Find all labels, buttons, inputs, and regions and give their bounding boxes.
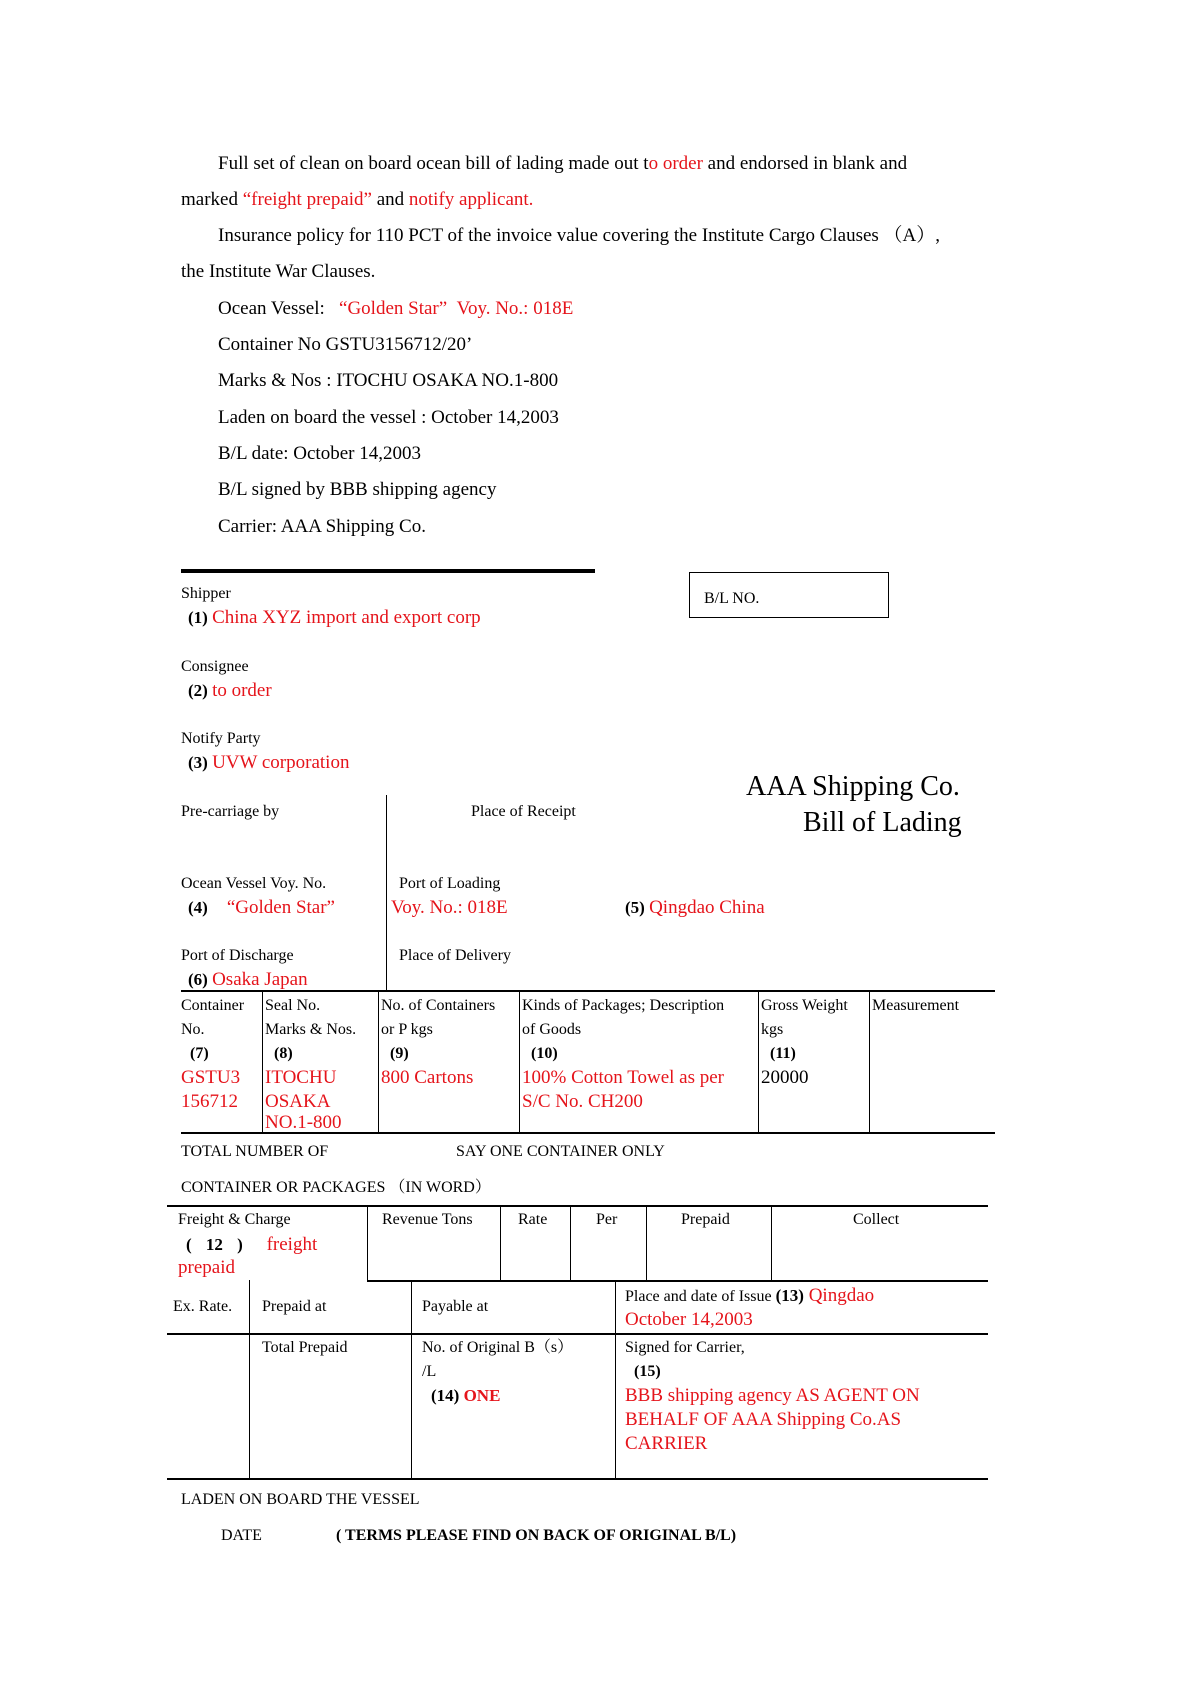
nocont-label-2: or P kgs: [381, 1021, 433, 1038]
gross-label-2: kgs: [761, 1021, 784, 1038]
goods-col-divider-3: [519, 991, 520, 1133]
freight-row-rule-right: [367, 1280, 988, 1282]
delivery-label: Place of Delivery: [399, 947, 511, 964]
precarriage-label: Pre-carriage by: [181, 803, 280, 820]
bl-no-label: B/L NO.: [704, 590, 760, 607]
kinds-label-1: Kinds of Packages; Description: [522, 997, 725, 1014]
measurement-label: Measurement: [872, 997, 960, 1014]
loading-voy: Voy. No.: 018E: [391, 897, 508, 918]
nocont-num: (9): [390, 1045, 409, 1062]
intro-line-3: Insurance policy for 110 PCT of the invoice value covering the Institute Cargo Clauses （A）,: [218, 225, 941, 246]
issue-field: Place and date of Issue (13) Qingdao: [625, 1285, 875, 1306]
consignee-label: Consignee: [181, 658, 249, 675]
kinds-value-1: 100% Cotton Towel as per: [522, 1067, 725, 1088]
seal-value-2: OSAKA: [265, 1091, 331, 1112]
signed-num: (15): [634, 1363, 661, 1380]
signed-value-2: BEHALF OF AAA Shipping Co.AS: [625, 1409, 902, 1430]
bl-no-box: [689, 572, 889, 618]
terms-note: ( TERMS PLEASE FIND ON BACK OF ORIGINAL B/L): [336, 1527, 737, 1544]
intro-bl-signed: B/L signed by BBB shipping agency: [218, 479, 497, 500]
container-num: (7): [190, 1045, 209, 1062]
exrate-divider: [249, 1280, 250, 1478]
nocont-label-1: No. of Containers: [381, 997, 496, 1014]
freight-col-divider-4: [646, 1206, 647, 1280]
intro-line-2: marked “freight prepaid” and notify applicant.: [181, 189, 534, 210]
consignee-field: (2) to order: [188, 680, 272, 701]
receipt-label: Place of Receipt: [471, 803, 576, 820]
freight-table-top-rule: [167, 1205, 988, 1207]
goods-col-divider-1: [262, 991, 263, 1133]
goods-col-divider-5: [869, 991, 870, 1133]
rate-label: Rate: [518, 1211, 548, 1228]
section-separator: [181, 569, 595, 573]
intro-vessel: Ocean Vessel: “Golden Star” Voy. No.: 018E: [218, 298, 574, 319]
issue-divider: [615, 1280, 616, 1478]
original-label-2: /L: [422, 1363, 437, 1380]
container-value-1: GSTU3: [181, 1067, 241, 1088]
notify-field: (3) UVW corporation: [188, 752, 350, 773]
shipper-field: (1) China XYZ import and export corp: [188, 607, 481, 628]
laden-label: LADEN ON BOARD THE VESSEL: [181, 1491, 420, 1508]
loading-field: (5) Qingdao China: [625, 897, 765, 918]
carriage-divider: [386, 795, 387, 991]
goods-table-bottom-rule: [181, 1132, 995, 1134]
freight-row-rule-2: [167, 1333, 988, 1335]
goods-col-divider-4: [758, 991, 759, 1133]
gross-value: 20000: [761, 1067, 809, 1088]
collect-label: Collect: [853, 1211, 900, 1228]
kinds-label-2: of Goods: [522, 1021, 582, 1038]
nocont-value: 800 Cartons: [381, 1067, 474, 1088]
vessel-field: (4) “Golden Star”: [188, 897, 335, 918]
original-label-1: No. of Original B（s）: [422, 1339, 574, 1356]
freight-col-divider-1: [367, 1206, 368, 1280]
discharge-field: (6) Osaka Japan: [188, 969, 308, 990]
intro-line-1: Full set of clean on board ocean bill of lading made out to order and endorsed in blank and: [218, 153, 908, 174]
seal-value-3: NO.1-800: [265, 1113, 342, 1132]
kinds-num: (10): [531, 1045, 558, 1062]
kinds-value-2: S/C No. CH200: [522, 1091, 643, 1112]
exrate-label: Ex. Rate.: [173, 1298, 233, 1315]
vessel-label: Ocean Vessel Voy. No.: [181, 875, 327, 892]
prepaid-at-label: Prepaid at: [262, 1298, 327, 1315]
container-label-2: No.: [181, 1021, 205, 1038]
freight-col-divider-5: [771, 1206, 772, 1280]
prepaid-at-divider: [411, 1280, 412, 1478]
gross-label-1: Gross Weight: [761, 997, 848, 1014]
loading-label: Port of Loading: [399, 875, 501, 892]
document-title: Bill of Lading: [803, 807, 962, 838]
container-label-1: Container: [181, 997, 245, 1014]
intro-marks: Marks & Nos : ITOCHU OSAKA NO.1-800: [218, 370, 559, 391]
total-label-2: CONTAINER OR PACKAGES （IN WORD）: [181, 1179, 491, 1196]
issue-value-2: October 14,2003: [625, 1309, 753, 1330]
prepaid-label: Prepaid: [681, 1211, 730, 1228]
container-value-2: 156712: [181, 1091, 238, 1112]
freight-table-bottom-rule: [167, 1478, 988, 1480]
signed-value-3: CARRIER: [625, 1433, 708, 1454]
intro-line-4: the Institute War Clauses.: [181, 261, 376, 282]
intro-laden: Laden on board the vessel : October 14,2003: [218, 407, 559, 428]
intro-container: Container No GSTU3156712/20’: [218, 334, 473, 355]
seal-value-1: ITOCHU: [265, 1067, 337, 1088]
gross-num: (11): [770, 1045, 796, 1062]
date-label: DATE: [221, 1527, 262, 1544]
total-value: SAY ONE CONTAINER ONLY: [456, 1143, 665, 1160]
signed-label: Signed for Carrier,: [625, 1339, 745, 1356]
freight-col-divider-2: [500, 1206, 501, 1280]
freight-value-2: prepaid: [178, 1257, 235, 1278]
seal-label-1: Seal No.: [265, 997, 321, 1014]
intro-bl-date: B/L date: October 14,2003: [218, 443, 421, 464]
seal-num: (8): [274, 1045, 293, 1062]
payable-at-label: Payable at: [422, 1298, 489, 1315]
discharge-label: Port of Discharge: [181, 947, 294, 964]
shipper-label: Shipper: [181, 585, 231, 602]
seal-label-2: Marks & Nos.: [265, 1021, 357, 1038]
per-label: Per: [596, 1211, 618, 1228]
freight-label: Freight & Charge: [178, 1211, 291, 1228]
revenue-label: Revenue Tons: [382, 1211, 473, 1228]
notify-label: Notify Party: [181, 730, 261, 747]
freight-col-divider-3: [570, 1206, 571, 1280]
goods-col-divider-2: [378, 991, 379, 1133]
total-prepaid-label: Total Prepaid: [262, 1339, 348, 1356]
signed-value-1: BBB shipping agency AS AGENT ON: [625, 1385, 920, 1406]
total-label-1: TOTAL NUMBER OF: [181, 1143, 329, 1160]
intro-carrier: Carrier: AAA Shipping Co.: [218, 516, 426, 537]
original-field: (14) ONE: [431, 1386, 501, 1405]
freight-field: ( 12 ) freight: [186, 1234, 318, 1255]
company-name: AAA Shipping Co.: [746, 771, 960, 802]
goods-table-top-rule: [181, 990, 995, 992]
